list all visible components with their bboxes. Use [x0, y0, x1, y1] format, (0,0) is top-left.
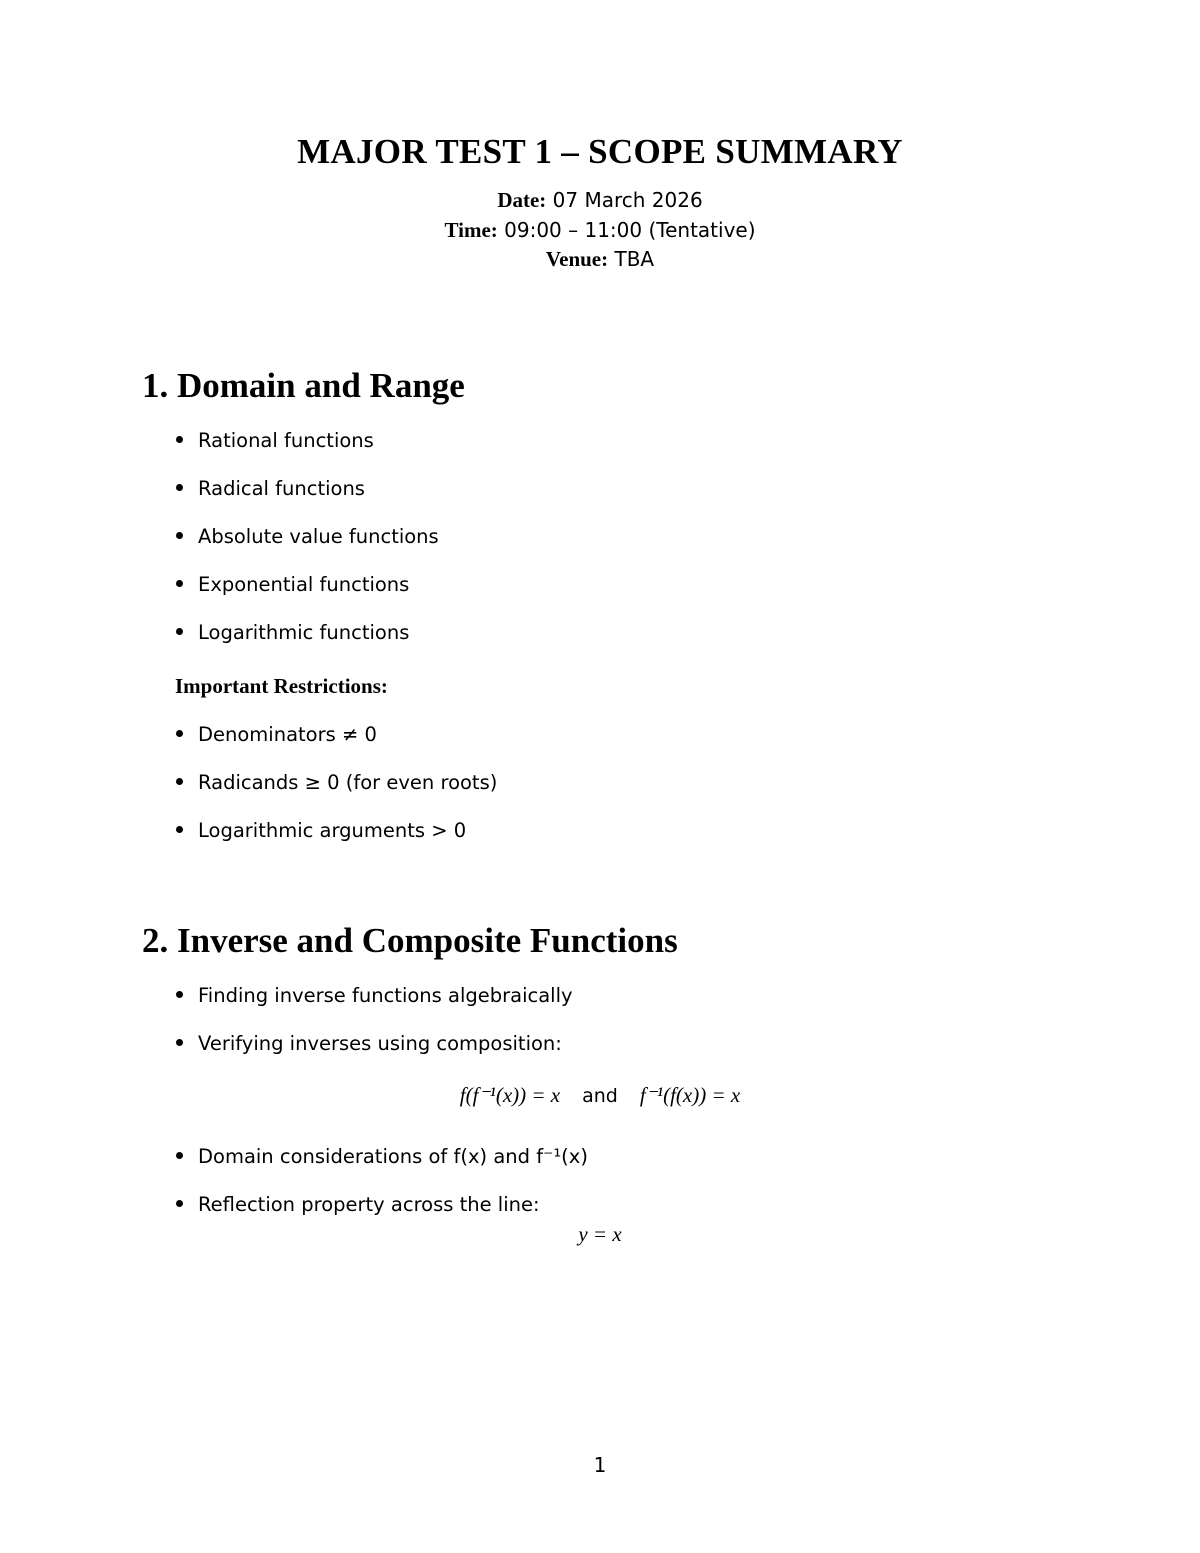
list-item: Domain considerations of f(x) and f⁻¹(x): [176, 1145, 588, 1168]
bullet-icon: [176, 1039, 183, 1046]
composition-equation: [0, 1083, 1200, 1108]
bullet-icon: [176, 1200, 183, 1207]
bullet-icon: [176, 484, 183, 491]
bullet-icon: [176, 436, 183, 443]
equation-right: f⁻¹(f(x)) = x: [639, 1083, 741, 1107]
venue-value: TBA: [614, 247, 655, 271]
list-item: Absolute value functions: [176, 525, 439, 548]
restrictions-heading: Important Restrictions:: [175, 674, 388, 698]
time-label: Time:: [444, 218, 498, 242]
equation-left: f(f⁻¹(x)) = x: [459, 1083, 561, 1107]
bullet-icon: [176, 826, 183, 833]
document-title: MAJOR TEST 1 – SCOPE SUMMARY: [297, 132, 903, 171]
date-label: Date:: [497, 188, 547, 212]
section-1-title: 1. Domain and Range: [142, 366, 465, 405]
page-number: 1: [593, 1453, 607, 1477]
list-item: Denominators ≠ 0: [176, 723, 377, 746]
date-value: 07 March 2026: [552, 188, 703, 212]
list-item: Finding inverse functions algebraically: [176, 984, 573, 1007]
bullet-icon: [176, 532, 183, 539]
list-item: Verifying inverses using composition:: [176, 1032, 562, 1055]
section-2-title: 2. Inverse and Composite Functions: [142, 921, 678, 960]
equation-joiner: and: [582, 1085, 618, 1107]
venue-line: [0, 247, 1200, 272]
list-item: Logarithmic arguments > 0: [176, 819, 466, 842]
bullet-icon: [176, 991, 183, 998]
date-line: [0, 188, 1200, 213]
list-item: Rational functions: [176, 429, 374, 452]
time-line: [0, 218, 1200, 243]
bullet-icon: [176, 1152, 183, 1159]
bullet-icon: [176, 628, 183, 635]
list-item: Exponential functions: [176, 573, 409, 596]
time-value: 09:00 – 11:00 (Tentative): [504, 218, 756, 242]
line-equation: y = x: [578, 1222, 622, 1246]
list-item: Radical functions: [176, 477, 365, 500]
bullet-icon: [176, 730, 183, 737]
list-item: Radicands ≥ 0 (for even roots): [176, 771, 497, 794]
list-item: Logarithmic functions: [176, 621, 409, 644]
list-item: Reflection property across the line:: [176, 1193, 540, 1216]
bullet-icon: [176, 778, 183, 785]
bullet-icon: [176, 580, 183, 587]
venue-label: Venue:: [545, 247, 609, 271]
